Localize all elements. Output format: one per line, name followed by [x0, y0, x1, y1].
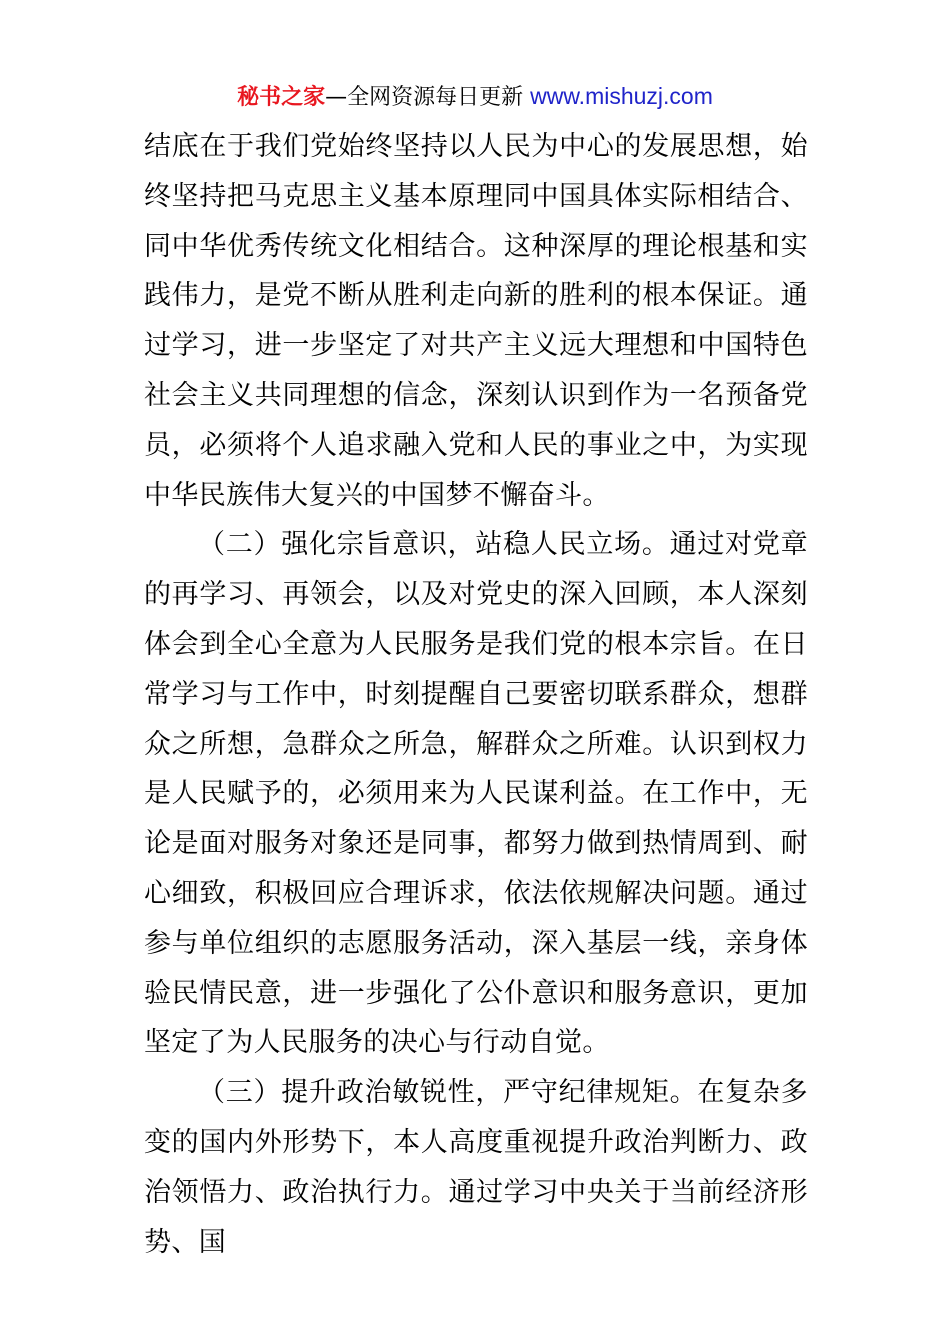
site-url-link[interactable]: www.mishuzj.com	[530, 83, 713, 109]
document-body	[144, 122, 808, 1267]
paragraph-section-two: （二）强化宗旨意识，站稳人民立场。通过对党章的再学习、再领会，以及对党史的深入回顾，本人深刻体会到全心全意为人民服务是我们党的根本宗旨。在日常学习与工作中，时刻提醒自己要密切联系群众，想群众之所想，急群众之所急，解群众之所难。认识到权力是人民赋予的，必须用来为人民谋利益。在工作中，无论是面对服务对象还是同事，都努力做到热情周到、耐心细致，积极回应合理诉求，依法依规解决问题。通过参与单位组织的志愿服务活动，深入基层一线，亲身体验民情民意，进一步强化了公仆意识和服务意识，更加坚定了为人民服务的决心与行动自觉。	[144, 529, 808, 1059]
paragraph-continued: 结底在于我们党始终坚持以人民为中心的发展思想，始终坚持把马克思主义基本原理同中国具体实际相结合、同中华优秀传统文化相结合。这种深厚的理论根基和实践伟力，是党不断从胜利走向新的胜利的根本保证。通过学习，进一步坚定了对共产主义远大理想和中国特色社会主义共同理想的信念，深刻认识到作为一名预备党员，必须将个人追求融入党和人民的事业之中，为实现中华民族伟大复兴的中国梦不懈奋斗。	[144, 131, 808, 511]
site-brand: 秘书之家	[237, 85, 326, 110]
paragraph-section-three: （三）提升政治敏锐性，严守纪律规矩。在复杂多变的国内外形势下，本人高度重视提升政治判断力、政治领悟力、政治执行力。通过学习中央关于当前经济形势、国	[144, 1077, 808, 1258]
site-header	[0, 80, 950, 114]
site-tagline: —全网资源每日更新	[325, 85, 531, 110]
